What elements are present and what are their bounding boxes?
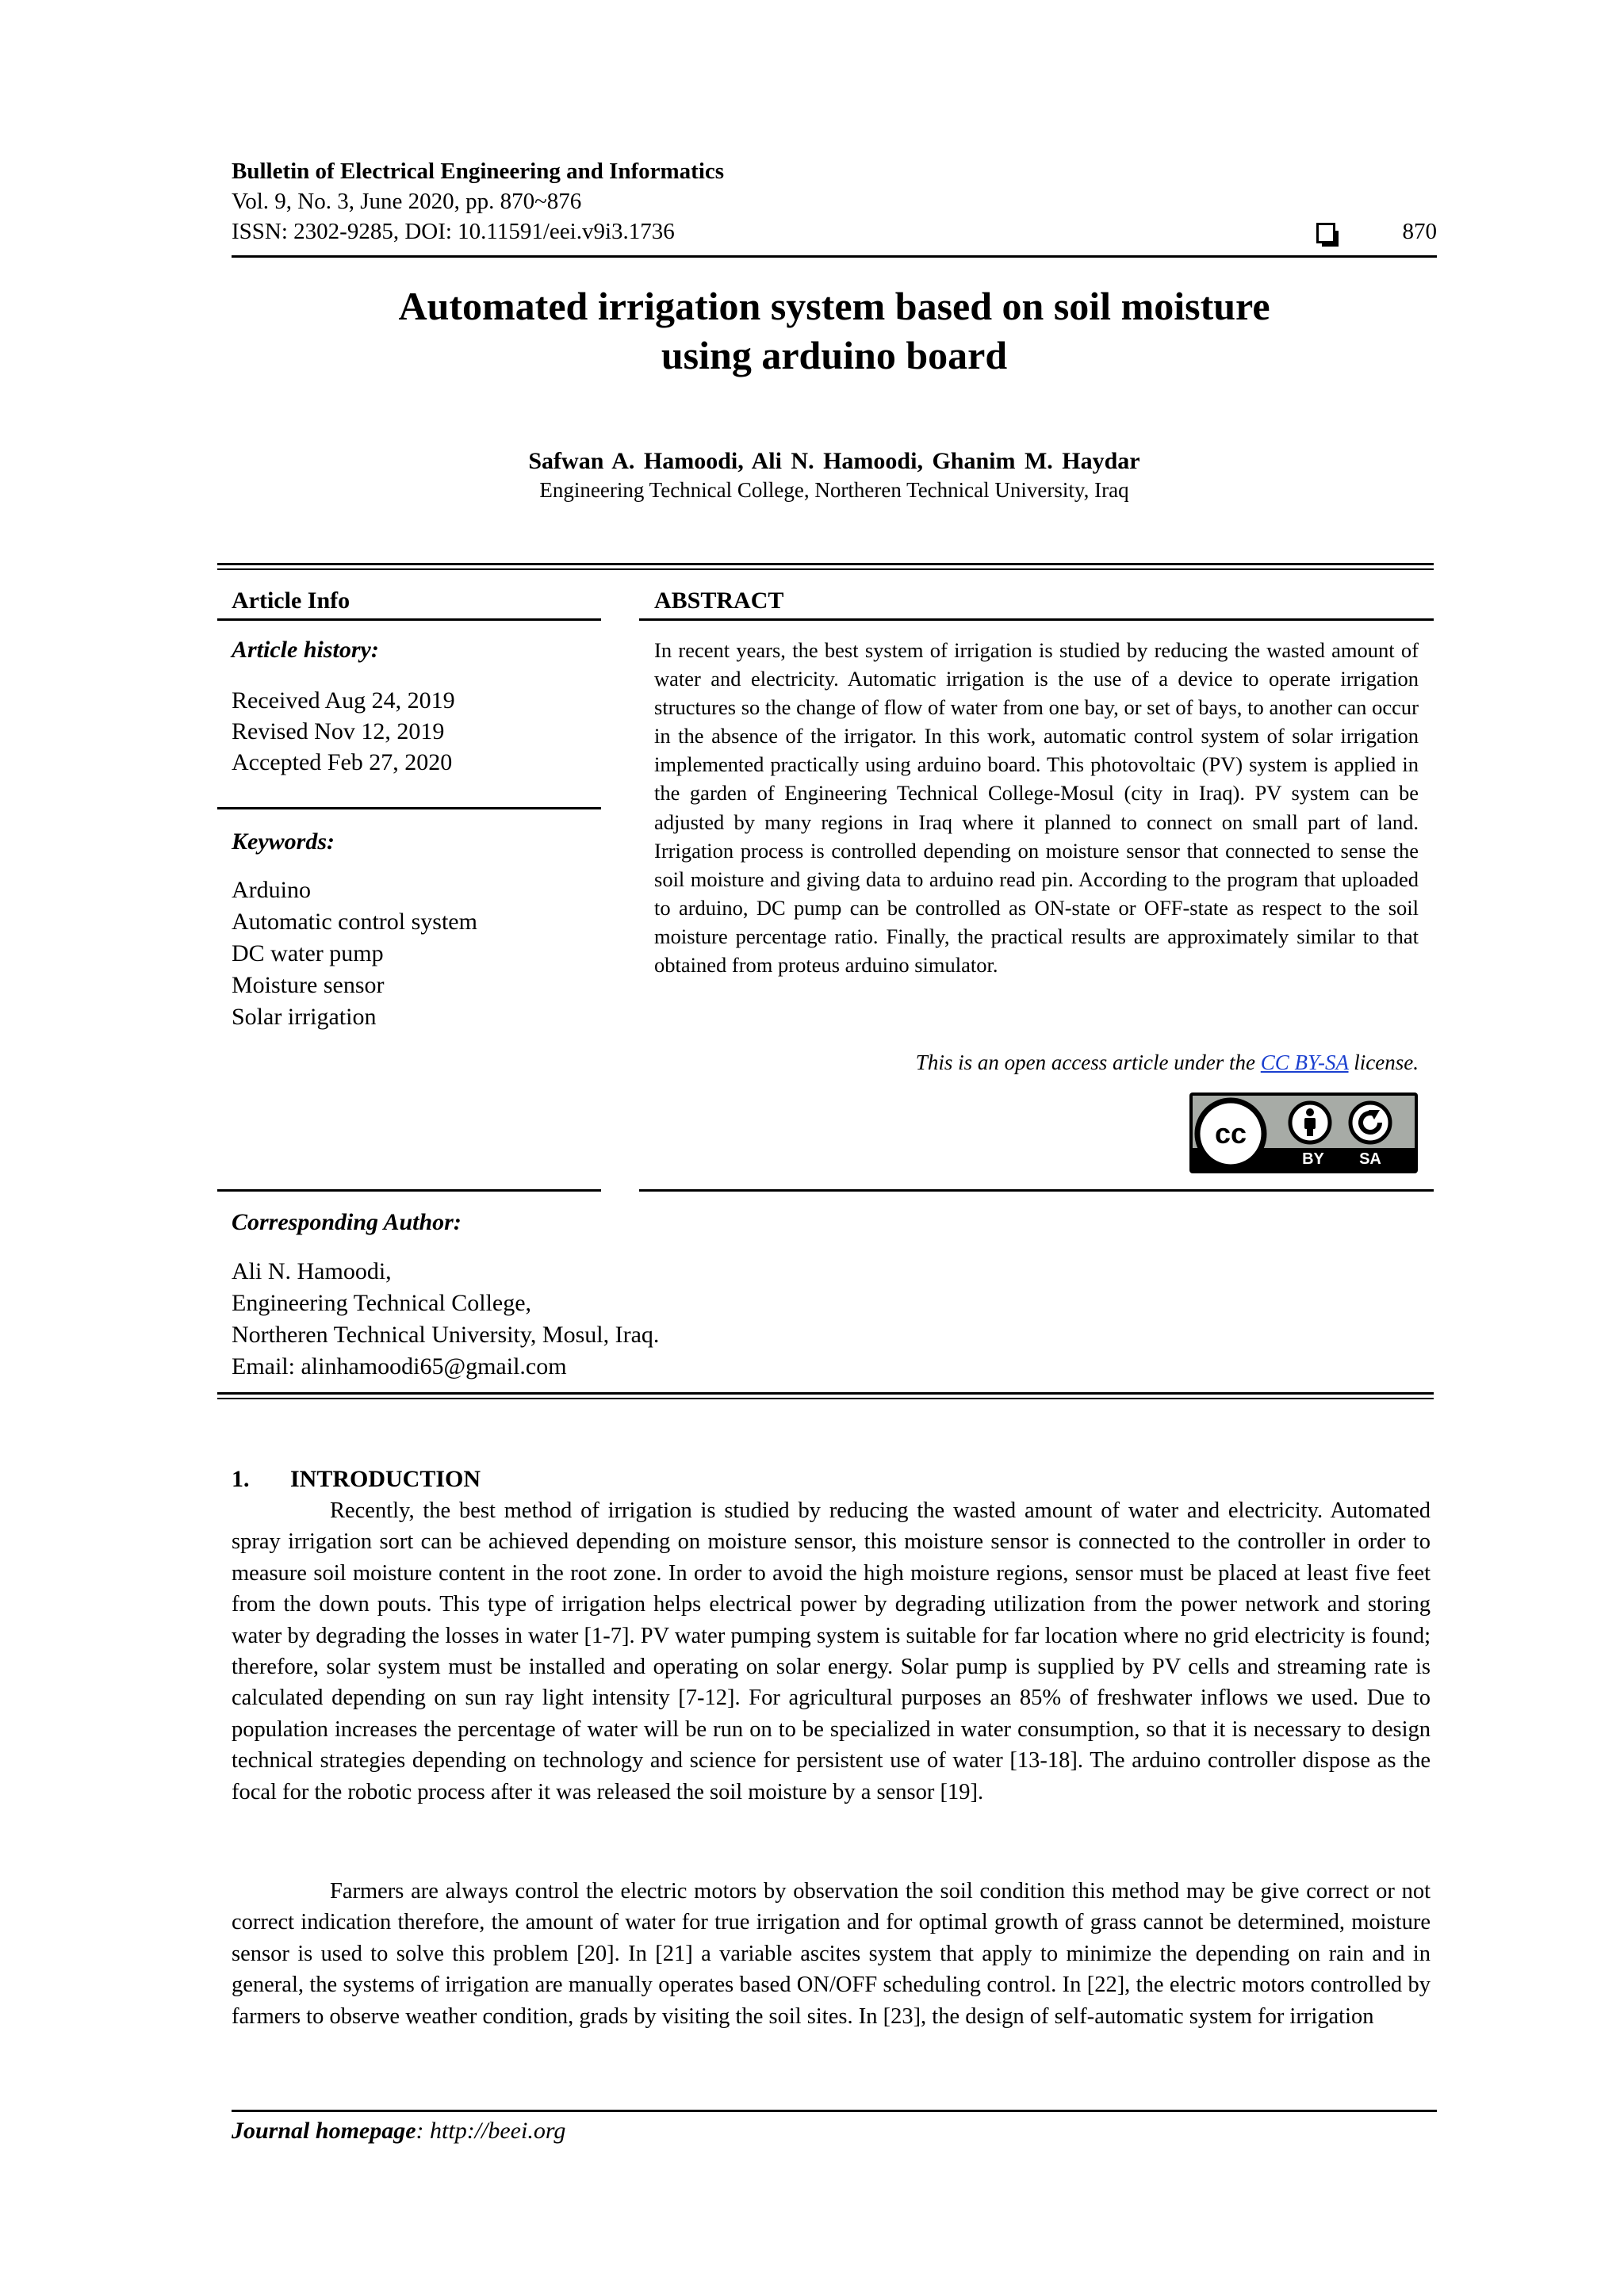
journal-issn-doi: ISSN: 2302-9285, DOI: 10.11591/eei.v9i3.1736 xyxy=(232,219,675,244)
sa-share-alike-icon xyxy=(1348,1100,1392,1145)
box-bottom-rule-2 xyxy=(217,1398,1434,1399)
page-number: 870 xyxy=(1402,219,1437,244)
authors: Safwan A. Hamoodi, Ali N. Hamoodi, Ghanim M. Haydar xyxy=(528,448,1140,474)
article-history-heading: Article history: xyxy=(232,637,379,663)
footer-rule xyxy=(232,2110,1437,2112)
abstract-text: In recent years, the best system of irrigation is studied by reducing the wasted amount of water and electricity. Automatic irrigation is the use of a device to operate irrigation structures so the change of flow of water from one bay, or set of bays, to another can occur in the absence of the irrigator. In this work, automatic control system of solar irrigation implemented practically using arduino board. This photovoltaic (PV) system is applied in the garden of Engineering Technical College-Mosul (city in Iraq). PV system can be adjusted by many regions in Iraq where it planned to connect on small part of land. Irrigation process is controlled depending on moisture sensor that connected to sense the soil moisture and giving data to arduino read pin. According to the program that uploaded to arduino, DC pump can be controlled as ON-state or OFF-state as respect to the soil moisture percentage ratio. Finally, the practical results are approximately similar to that obtained from proteus arduino simulator. xyxy=(654,638,1419,978)
cc-by-sa-badge xyxy=(1189,1093,1418,1173)
paper-title-line1: Automated irrigation system based on soil moisture xyxy=(398,284,1270,328)
badge-by-label: BY xyxy=(1302,1150,1324,1168)
history-rule xyxy=(217,807,601,809)
license-line xyxy=(654,1048,1419,1077)
cc-logo-icon xyxy=(1194,1097,1267,1170)
article-info-heading: Article Info xyxy=(232,587,350,614)
corresponding-heading: Corresponding Author: xyxy=(232,1209,462,1235)
license-suffix: license. xyxy=(1348,1050,1419,1074)
header-rule xyxy=(232,255,1437,258)
box-top-rule-2 xyxy=(217,568,1434,570)
keyword-item: Moisture sensor xyxy=(232,972,385,998)
paper-title-line2: using arduino board xyxy=(661,333,1008,377)
journal-name: Bulletin of Electrical Engineering and Informatics xyxy=(232,159,725,184)
keyword-item: Automatic control system xyxy=(232,909,477,935)
intro-paragraph-2: Farmers are always control the electric motors by observation the soil condition this method may be give correct or not correct indication therefore, the amount of water for true irrigation and for optimal growth of grass cannot be determined, moisture sensor is used to solve this problem [20]. In [21] a variable ascites system that apply to minimize the depending on rain and in general, the systems of irrigation are manually operates based ON/OFF scheduling control. In [22], the electric motors controlled by farmers to observe weather condition, grads by visiting the soil sites. In [23], the design of self-automatic system for irrigation xyxy=(232,1879,1431,2029)
corresponding-email: Email: alinhamoodi65@gmail.com xyxy=(232,1353,567,1380)
received-date: Received Aug 24, 2019 xyxy=(232,687,455,714)
box-top-rule-1 xyxy=(217,563,1434,565)
square-bullet-icon xyxy=(1316,223,1335,243)
license-link[interactable]: CC BY-SA xyxy=(1260,1050,1349,1074)
homepage-url[interactable]: : http://beei.org xyxy=(416,2118,566,2144)
revised-date: Revised Nov 12, 2019 xyxy=(232,718,445,744)
keyword-item: Solar irrigation xyxy=(232,1004,377,1030)
corresponding-dept: Engineering Technical College, xyxy=(232,1290,532,1316)
section-heading: INTRODUCTION xyxy=(290,1466,481,1492)
keyword-item: Arduino xyxy=(232,877,311,903)
box-bottom-rule-1 xyxy=(217,1392,1434,1395)
corresponding-univ: Northeren Technical University, Mosul, Iraq. xyxy=(232,1322,660,1348)
journal-volume: Vol. 9, No. 3, June 2020, pp. 870~876 xyxy=(232,189,582,214)
keyword-item: DC water pump xyxy=(232,940,384,966)
abstract-bottom-rule xyxy=(639,1189,1434,1192)
badge-sa-label: SA xyxy=(1359,1150,1381,1168)
affiliation: Engineering Technical College, Northeren Technical University, Iraq xyxy=(539,478,1129,502)
keywords-heading: Keywords: xyxy=(232,828,335,855)
homepage-label: Journal homepage xyxy=(232,2118,416,2144)
corresponding-name: Ali N. Hamoodi, xyxy=(232,1258,392,1284)
article-info-rule xyxy=(217,618,601,621)
abstract-rule xyxy=(639,618,1434,621)
by-person-icon xyxy=(1288,1100,1332,1145)
intro-paragraph-1: Recently, the best method of irrigation is studied by reducing the wasted amount of water and electricity. Automated spray irrigation sort can be achieved depending on moisture sensor, this moisture sensor is connected to the controller in order to measure soil moisture content in the root zone. In order to avoid the high moisture regions, sensor must be placed at least five feet from the down pouts. This type of irrigation helps electrical power by degrading utilization from the power network and storing water by degrading the losses in water [1-7]. PV water pumping system is suitable for far location where no grid electricity is found; therefore, solar system must be installed and operating on solar energy. Solar pump is supplied by PV cells and streaming rate is calculated depending on sun ray light intensity [7-12]. For agricultural purposes an 85% of freshwater inflows we used. Due to population increases the percentage of water will be run on to be specialized in water consumption, so that it is necessary to design technical strategies depending on technology and science for persistent use of water [13-18]. The arduino controller dispose as the focal for the robotic process after it was released the soil moisture by a sensor [19]. xyxy=(232,1498,1431,1804)
abstract-heading: ABSTRACT xyxy=(654,587,784,614)
cc-logo-text: cc xyxy=(1214,1117,1247,1150)
keywords-rule xyxy=(217,1189,601,1192)
accepted-date: Accepted Feb 27, 2020 xyxy=(232,749,453,775)
license-prefix: This is an open access article under the xyxy=(915,1050,1261,1074)
section-number: 1. xyxy=(232,1466,250,1492)
journal-homepage xyxy=(232,2115,565,2147)
